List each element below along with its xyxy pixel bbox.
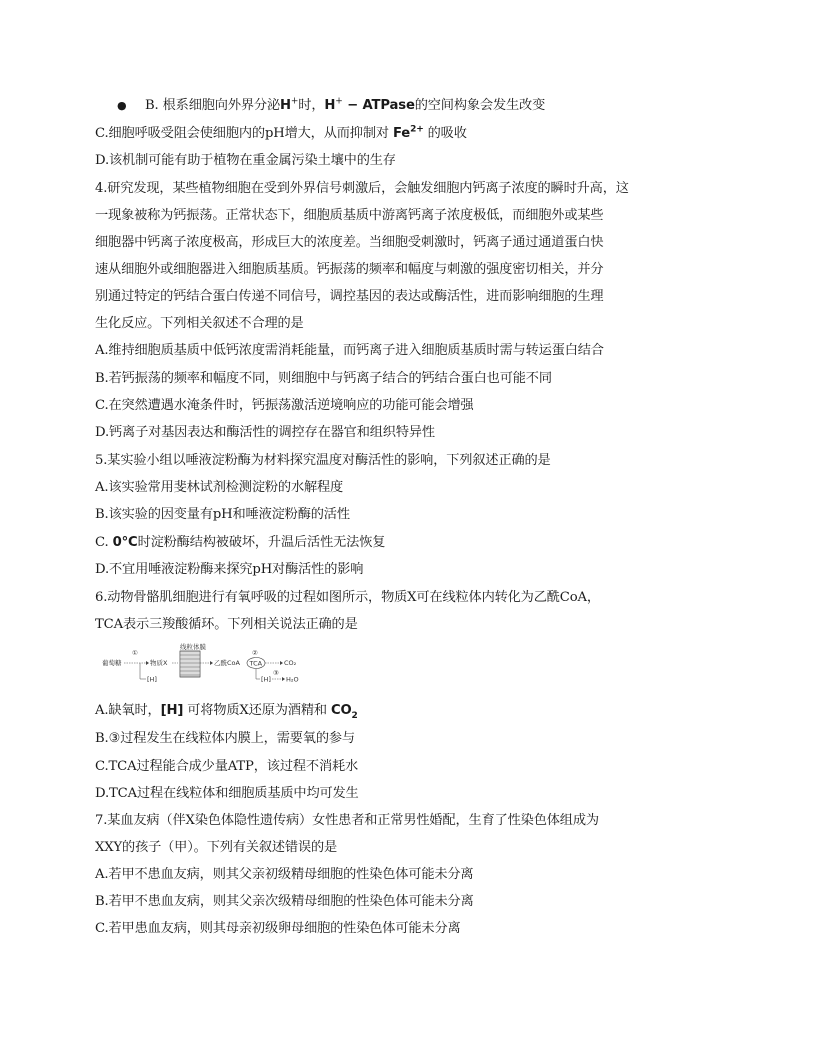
question-7-option-a: A.若甲不患血友病，则其父亲初级精母细胞的性染色体可能未分离	[95, 867, 474, 882]
question-5-option-a: A.该实验常用斐林试剂检测淀粉的水解程度	[95, 480, 344, 495]
arrowhead-5	[282, 677, 285, 681]
question-4-option-d: D.钙离子对基因表达和酶活性的调控存在器官和组织特异性	[95, 425, 435, 440]
question-6-option-d: D.TCA过程在线粒体和细胞质基质中均可发生	[95, 786, 359, 801]
step-3-label: ③	[273, 669, 279, 677]
question-6-text: TCA表示三羧酸循环。下列相关说法正确的是	[95, 617, 358, 632]
question-6-option-c: C.TCA过程能合成少量ATP，该过程不消耗水	[95, 759, 359, 774]
acetyl-coa-label: 乙酰CoA	[214, 659, 240, 667]
tca-label: TCA	[249, 659, 263, 668]
step-2-label: ②	[252, 649, 258, 657]
question-7-text: 7.某血友病（伴X染色体隐性遗传病）女性患者和正常男性婚配，生育了性染色体组成为	[95, 813, 599, 828]
option-c-line: C.细胞呼吸受阻会使细胞内的pH增大，从而抑制对 $Fe^{2+}$ 的吸收	[95, 124, 467, 141]
question-4-text: 细胞器中钙离子浓度极高，形成巨大的浓度差。当细胞受刺激时，钙离子通过通道蛋白快	[95, 235, 604, 250]
question-4-option-c: C.在突然遭遇水淹条件时，钙振荡激活逆境响应的功能可能会增强	[95, 398, 474, 413]
h-label-2: [H]	[261, 675, 271, 684]
membrane-label: 线粒体膜	[180, 643, 206, 651]
co2-label: CO₂	[284, 659, 297, 667]
question-7-option-c: C.若甲患血友病，则其母亲初级卵母细胞的性染色体可能未分离	[95, 921, 461, 936]
step-1-label: ①	[132, 649, 138, 657]
arrowhead-3	[210, 661, 213, 665]
substance-x-label: 物质X	[150, 659, 168, 667]
document-page: ● B. 根系细胞向外界分泌H+时，H+ − ATPase的空间构象会发生改变 C.细胞呼吸受阻会使细胞内的pH增大，从而抑制对 $Fe^{2+}$ 的吸收 D.该机制可能有助于植物在重金属污染土壤中的生存 4.研究发现，某些植物细胞在受到外界信号刺激后，会触发细胞内钙离子浓度的瞬时升高，这 一现象被称为钙振荡。正常状态下，细胞质基质中游离钙离子浓度极低，而细胞外或某些 细胞器中钙离子浓度极高，形成巨大的浓度差。当细胞受刺激时，钙离子通过通道蛋白快 速从细胞外或细胞器进入细胞质基质。钙振荡的频率和幅度与刺激的强度密切相关，并分 别通过特定的钙结合蛋白传递不同信号，调控基因的表达或酶活性，进而影响细胞的生理 生化反应。下列相关叙述不合理的是 A.维持细胞质基质中低钙浓度需消耗能量，而钙离子进入细胞质基质时需与转运蛋白结合 B.若钙振荡的频率和幅度不同，则细胞中与钙离子结合的钙结合蛋白也可能不同 C.在突然遭遇水淹条件时，钙振荡激活逆境响应的功能可能会增强 D.钙离子对基因表达和酶活性的调控存在器官和组织特异性 5.某实验小组以唾液淀粉酶为材料探究温度对酶活性的影响，下列叙述正确的是 A.该实验常用斐林试剂检测淀粉的水解程度 B.该实验的因变量有pH和唾液淀粉酶的活性 C. 0°C时淀粉酶结构被破坏，升温后活性无法恢复 D.不宜用唾液淀粉酶来探究pH对酶活性的影响 6.动物骨骼肌细胞进行有氧呼吸的过程如图所示，物质X可在线粒体内转化为乙酰CoA， TCA表示三羧酸循环。下列相关说法正确的是 葡萄糖 ① 物质X [H] 线粒体膜 乙酰CoA ② TCA CO₂ [H] ③ H₂O A.缺氧时，[H] 可将物质X还原为酒精和 $CO_2$ B.③过程发生在线粒体内膜上，需要氧的参与 C.TCA过程能合成少量ATP，该过程不消耗水 D.TCA过程在线粒体和细胞质基质中均可发生 7.某血友病（伴X染色体隐性遗传病）女性患者和正常男性婚配，生育了性染色体组成为 XXY的孩子（甲）。下列有关叙述错误的是 A.若甲不患血友病，则其父亲初级精母细胞的性染色体可能未分离 B.若甲不患血友病，则其父亲次级精母细胞的性染色体可能未分离 C.若甲患血友病，则其母亲初级卵母细胞的性染色体可能未分离	[0, 0, 816, 1056]
glucose-label: 葡萄糖	[102, 659, 122, 667]
question-4-option-a: A.维持细胞质基质中低钙浓度需消耗能量，而钙离子进入细胞质基质时需与转运蛋白结合	[95, 343, 604, 358]
arrowhead-1	[146, 661, 149, 665]
question-4-option-b: B.若钙振荡的频率和幅度不同，则细胞中与钙离子结合的钙结合蛋白也可能不同	[95, 371, 552, 386]
question-5-option-b: B.该实验的因变量有pH和唾液淀粉酶的活性	[95, 507, 350, 522]
arrowhead-4	[280, 661, 283, 665]
question-7-text: XXY的孩子（甲）。下列有关叙述错误的是	[95, 840, 338, 855]
question-7-option-b: B.若甲不患血友病，则其父亲次级精母细胞的性染色体可能未分离	[95, 894, 474, 909]
water-label: H₂O	[286, 675, 299, 684]
option-label: B.	[145, 98, 159, 113]
option-d-line: D.该机制可能有助于植物在重金属污染土壤中的生存	[95, 153, 396, 168]
question-5-option-c: C. 0°C时淀粉酶结构被破坏，升温后活性无法恢复	[95, 535, 386, 550]
respiration-diagram	[100, 643, 400, 695]
bullet-icon: ●	[117, 99, 127, 112]
question-4-text: 速从细胞外或细胞器进入细胞质基质。钙振荡的频率和幅度与刺激的强度密切相关，并分	[95, 262, 604, 277]
question-4-text: 别通过特定的钙结合蛋白传递不同信号，调控基因的表达或酶活性，进而影响细胞的生理	[95, 289, 604, 304]
question-6-option-a: A.缺氧时，[H] 可将物质X还原为酒精和 $CO_2$	[95, 703, 358, 721]
question-6-option-b: B.③过程发生在线粒体内膜上，需要氧的参与	[95, 731, 355, 746]
question-4-text: 生化反应。下列相关叙述不合理的是	[95, 316, 304, 331]
h-label-1: [H]	[147, 675, 157, 684]
question-5-text: 5.某实验小组以唾液淀粉酶为材料探究温度对酶活性的影响，下列叙述正确的是	[95, 453, 551, 468]
question-6-text: 6.动物骨骼肌细胞进行有氧呼吸的过程如图所示，物质X可在线粒体内转化为乙酰CoA，	[95, 590, 600, 605]
question-4-text: 一现象被称为钙振荡。正常状态下，细胞质基质中游离钙离子浓度极低，而细胞外或某些	[95, 208, 604, 223]
question-5-option-d: D.不宜用唾液淀粉酶来探究pH对酶活性的影响	[95, 562, 364, 577]
question-4-text: 4.研究发现，某些植物细胞在受到外界信号刺激后，会触发细胞内钙离子浓度的瞬时升高，这	[95, 181, 629, 196]
